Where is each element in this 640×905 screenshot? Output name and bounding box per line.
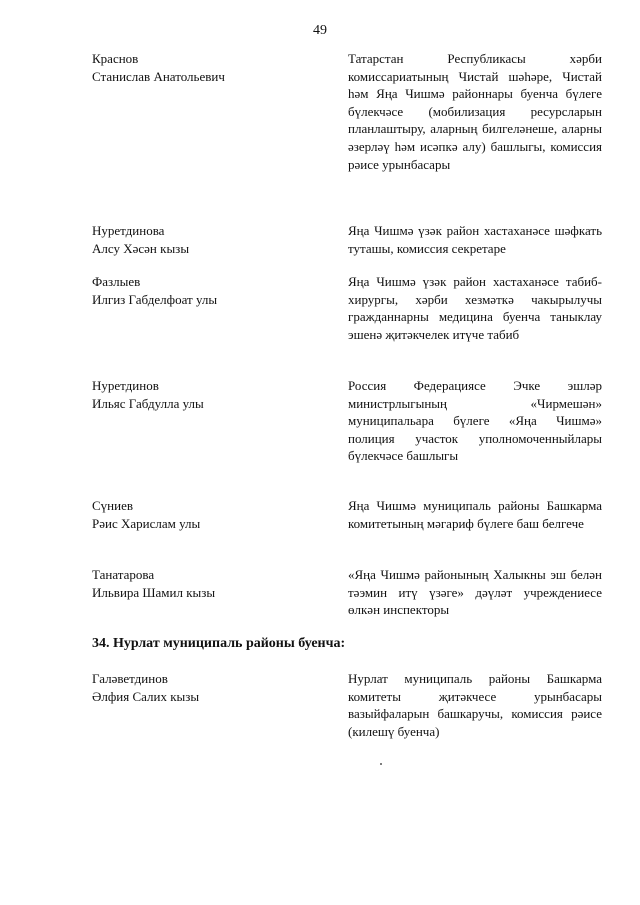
section-heading: 34. Нурлат муниципаль районы буенча: — [92, 636, 346, 651]
member-given-names: Алсу Хәсән кызы — [92, 240, 190, 256]
member-position: Нурлат муниципаль районы Башкарма комитеты җитәкчесе урынбасары вазыйфаларын башкаручы, комиссия рәисе (килешү буенча) — [348, 671, 602, 739]
member-given-names: Рәис Харислам улы — [92, 515, 201, 531]
member-surname: Галәветдинов — [92, 671, 168, 686]
member-position: Яңа Чишмә муниципаль районы Башкарма комитетының мәгариф бүлеге баш белгече — [348, 498, 602, 531]
member-given-names: Әлфия Салих кызы — [92, 688, 200, 704]
member-name — [92, 670, 322, 705]
member-position: «Яңа Чишмә районының Халыкны эш белән тәэмин итү үзәге» дәүләт учреждениесе өлкән инспекторы — [348, 567, 602, 618]
member-surname: Нуретдинов — [92, 378, 159, 393]
member-name — [92, 273, 322, 308]
member-name — [92, 377, 322, 412]
member-given-names: Ильяс Габдулла улы — [92, 395, 204, 411]
member-given-names: Станислав Анатольевич — [92, 68, 225, 84]
page-number: 49 — [313, 23, 327, 38]
member-surname: Фазлыев — [92, 274, 141, 289]
member-given-names: Илгиз Габделфоат улы — [92, 291, 218, 307]
member-given-names: Ильвира Шамил кызы — [92, 584, 216, 600]
member-surname: Танатарова — [92, 567, 155, 582]
scan-speck — [380, 763, 382, 765]
member-name — [92, 222, 322, 257]
member-surname: Сүниев — [92, 498, 133, 513]
member-name — [92, 50, 322, 85]
member-position: Россия Федерациясе Эчке эшләр министрлыгының «Чирмешән» муниципальара бүлеге «Яңа Чишмә» полиция участок уполномоченныйлары бүлекчәсе башлыгы — [348, 378, 602, 464]
member-position: Яңа Чишмә үзәк район хастаханәсе шәфкать туташы, комиссия секретаре — [348, 223, 602, 256]
member-surname: Краснов — [92, 51, 139, 66]
member-name — [92, 497, 322, 532]
member-position: Яңа Чишмә үзәк район хастаханәсе табиб-хирургы, хәрби хезмәткә чакырылучы гражданнарны медицина буенча таныклау эшенә җитәкчелек итүче табиб — [348, 274, 602, 342]
member-name — [92, 566, 322, 601]
member-position: Татарстан Республикасы хәрби комиссариатының Чистай шәһәре, Чистай һәм Яңа Чишмә районнары буенча бүлеге бүлекчәсе (мобилизация ресурсларын планлаштыру, аларның билгеләнеше, аларны әзерләү һәм исәпкә алу) башлыгы, комиссия рәисе урынбасары — [348, 51, 602, 172]
member-surname: Нуретдинова — [92, 223, 165, 238]
